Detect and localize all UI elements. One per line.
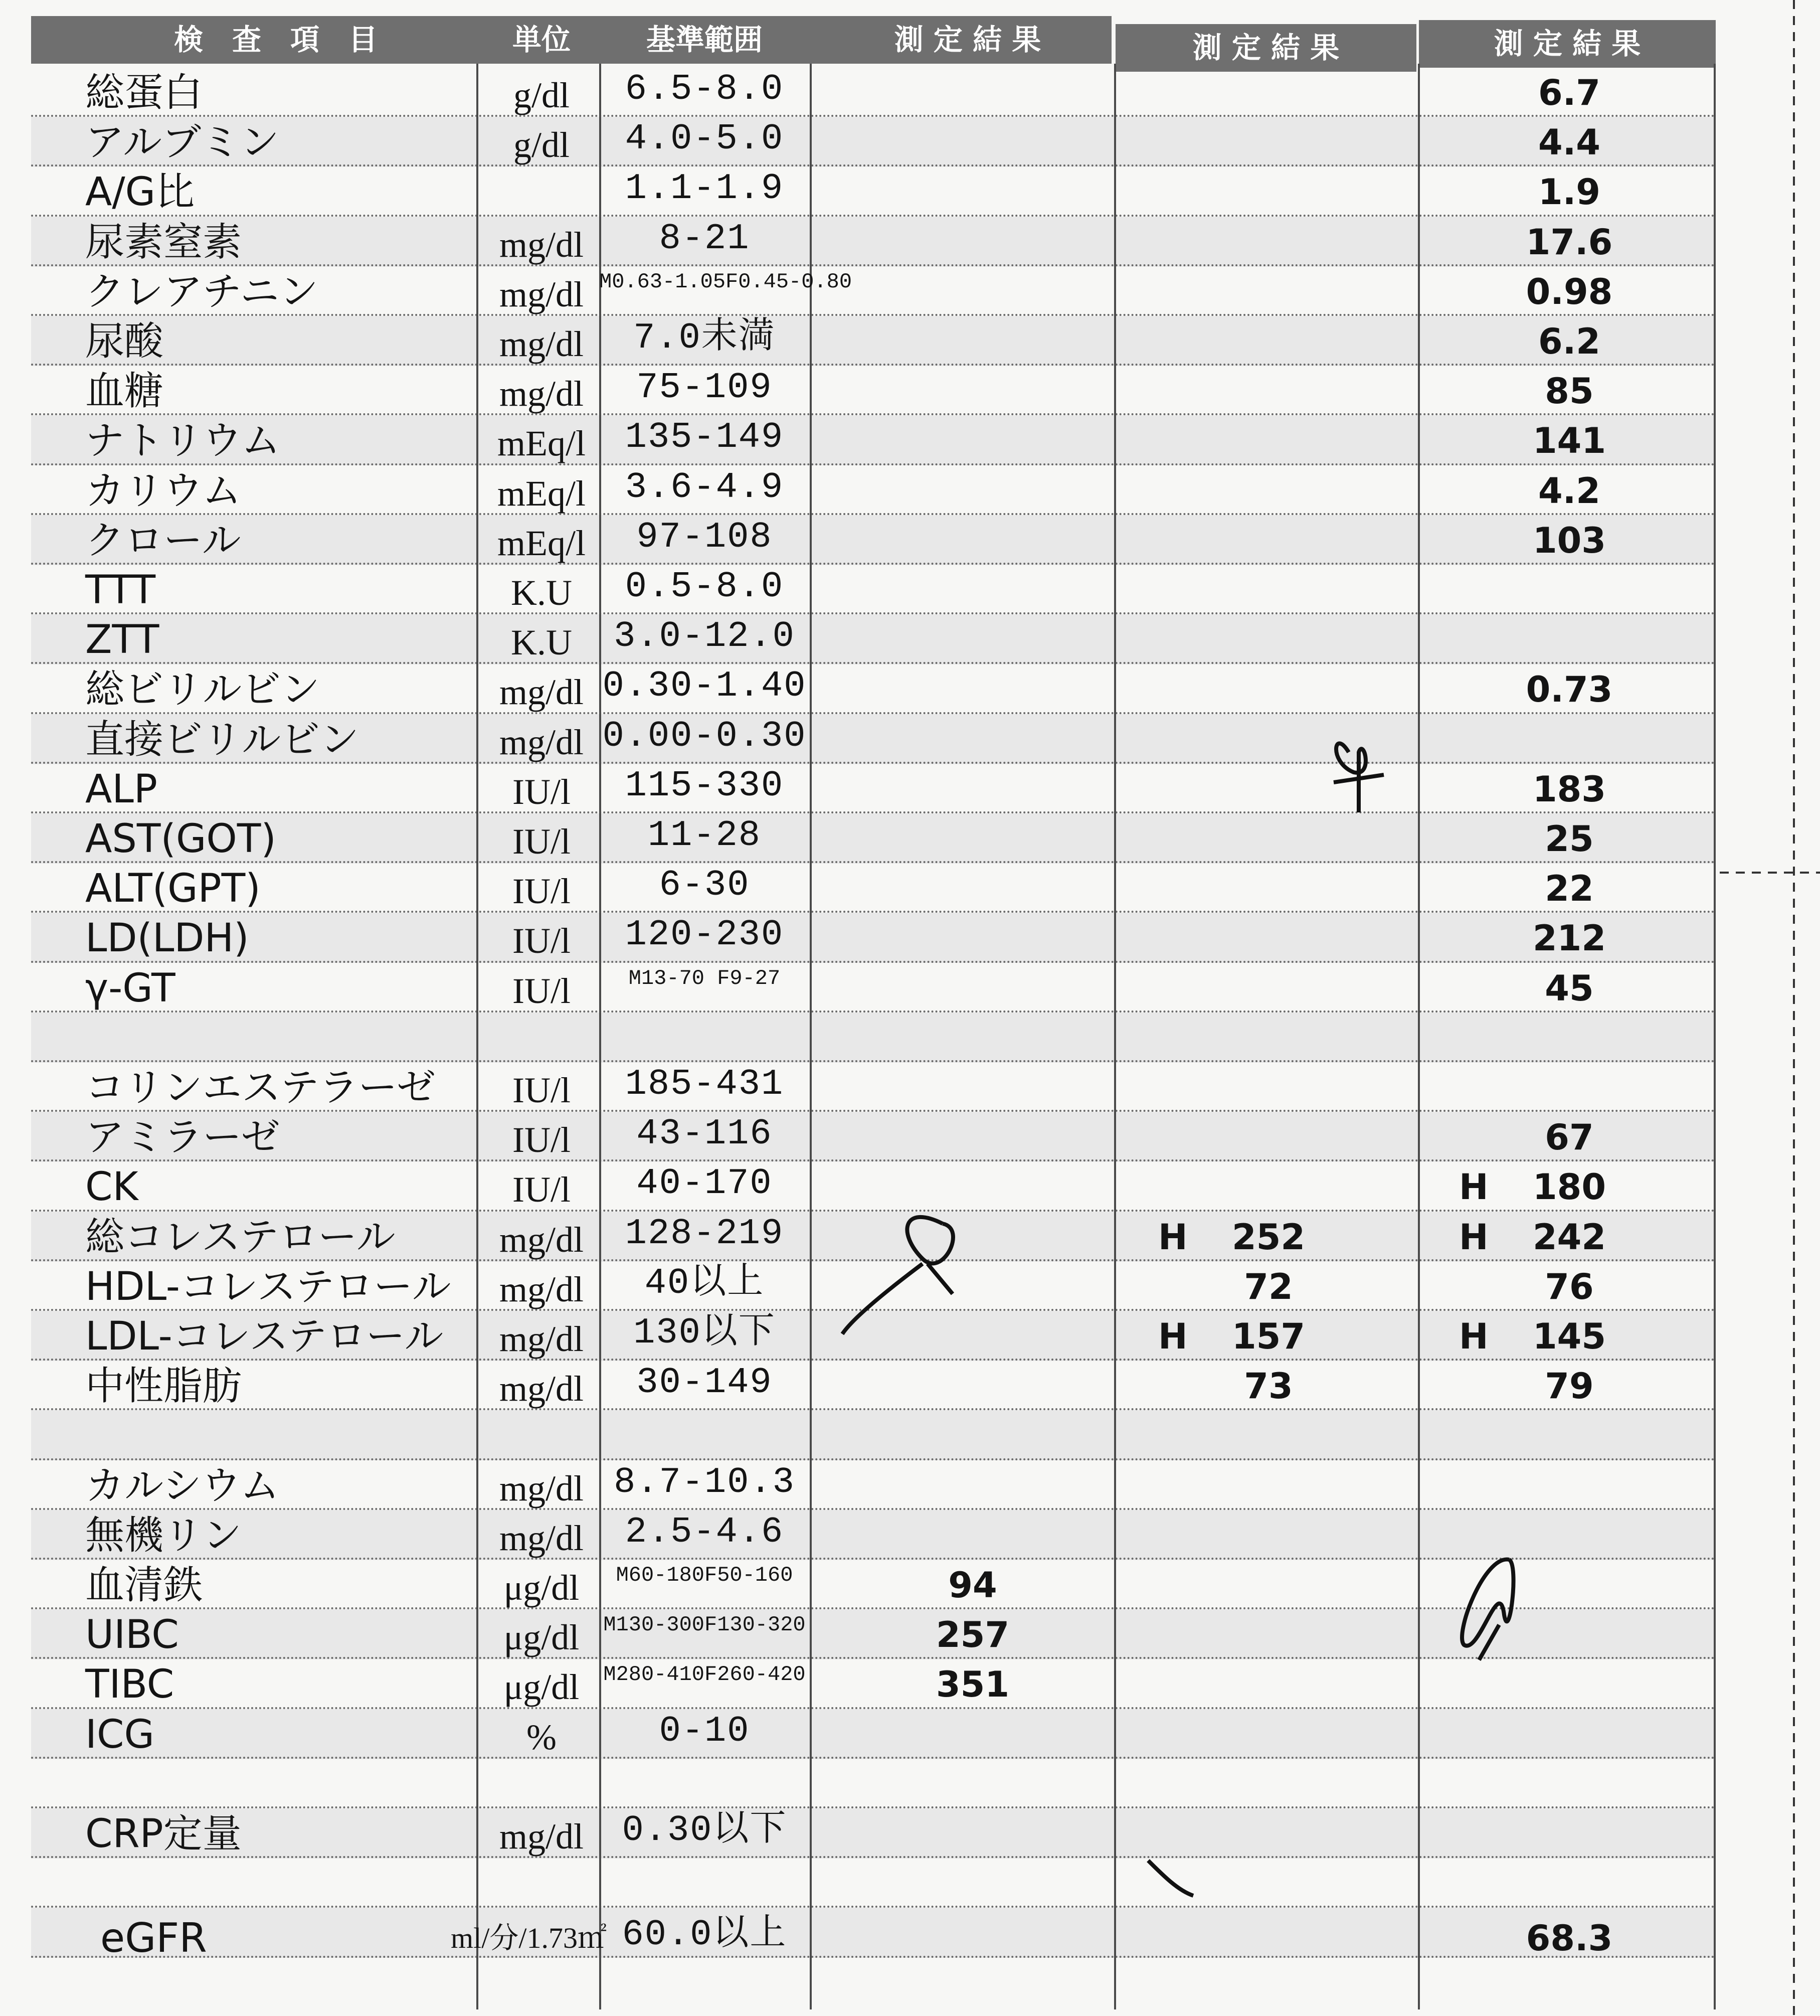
item-name: 中性脂肪 <box>85 1364 242 1409</box>
result-value: 0.98 <box>1526 271 1613 312</box>
item-name: 直接ビリルビン <box>85 717 359 762</box>
item-range: 120-230 <box>625 914 784 956</box>
item-name: LDL-コレステロール <box>85 1314 444 1359</box>
item-unit: μg/dl <box>503 1667 580 1708</box>
item-range: 7.0未満 <box>633 317 776 359</box>
item-range: 115-330 <box>625 765 784 806</box>
item-unit: K.U <box>511 622 572 663</box>
item-name: 尿酸 <box>85 319 164 364</box>
result-value: 212 <box>1532 918 1606 959</box>
high-flag: H <box>1158 1316 1188 1357</box>
result-value: 17.6 <box>1526 221 1613 263</box>
item-unit: IU/l <box>512 871 571 912</box>
item-range: 0-10 <box>659 1710 750 1752</box>
item-range: 40-170 <box>636 1163 773 1205</box>
high-flag: H <box>1459 1216 1489 1258</box>
pen-mark <box>1148 1861 1193 1896</box>
header-unit: 単位 <box>512 23 571 57</box>
pen-mark <box>842 1217 953 1334</box>
item-unit: mg/dl <box>499 1219 584 1260</box>
result-1: 351 <box>936 1664 1010 1706</box>
item-range: 2.5-4.6 <box>625 1511 784 1553</box>
result-value: 0.73 <box>1526 669 1613 711</box>
header-result-1: 測 定 結 果 <box>894 23 1041 57</box>
item-name: γ-GT <box>85 965 175 1011</box>
item-unit: mEq/l <box>497 423 586 464</box>
item-name: カルシウム <box>85 1463 280 1508</box>
item-unit: mg/dl <box>499 274 584 314</box>
item-range: 97-108 <box>636 516 773 558</box>
item-range: 185-431 <box>625 1064 784 1105</box>
item-unit: ml/分/1.73㎡ <box>451 1922 607 1954</box>
item-unit: μg/dl <box>503 1617 580 1658</box>
item-unit: mg/dl <box>499 1369 584 1409</box>
result-value: 103 <box>1532 520 1606 561</box>
item-range: 8-21 <box>659 218 750 259</box>
item-name: HDL-コレステロール <box>85 1264 451 1309</box>
item-name: コリンエステラーゼ <box>85 1065 436 1110</box>
header-range: 基準範囲 <box>646 23 763 57</box>
item-name: 総蛋白 <box>85 70 203 115</box>
result-value: 79 <box>1545 1366 1594 1407</box>
item-unit: K.U <box>511 573 572 613</box>
item-range: 43-116 <box>636 1113 773 1155</box>
result-value: 6.2 <box>1538 321 1600 362</box>
header-result-3: 測 定 結 果 <box>1494 27 1641 61</box>
item-name: LD(LDH) <box>85 916 249 961</box>
pen-mark <box>1462 1560 1514 1660</box>
item-name: アミラーゼ <box>85 1115 280 1160</box>
item-unit: g/dl <box>513 125 570 165</box>
result-value: 1.9 <box>1538 172 1600 213</box>
item-unit: IU/l <box>512 821 571 862</box>
item-name: A/G比 <box>85 170 195 215</box>
result-value: 252 <box>1231 1216 1306 1258</box>
item-unit: mg/dl <box>499 374 584 414</box>
item-name: CK <box>85 1164 138 1210</box>
item-name: アルブミン <box>85 120 279 165</box>
item-unit: mg/dl <box>499 1518 584 1558</box>
high-flag: H <box>1158 1216 1188 1258</box>
item-unit: mg/dl <box>499 672 584 713</box>
item-name: ICG <box>85 1712 154 1757</box>
item-name: クロール <box>85 518 241 563</box>
item-range: 6-30 <box>659 865 750 906</box>
result-value: 45 <box>1545 967 1594 1009</box>
item-range: 0.30-1.40 <box>602 665 807 707</box>
item-unit: mg/dl <box>499 722 584 762</box>
item-name: 無機リン <box>85 1513 242 1558</box>
item-name: 総コレステロール <box>85 1214 396 1260</box>
item-name: クレアチニン <box>85 269 318 314</box>
item-unit: mg/dl <box>499 224 584 265</box>
result-value: 180 <box>1532 1166 1606 1208</box>
header-item: 検 査 項 目 <box>173 23 378 57</box>
item-unit: mg/dl <box>499 1269 584 1309</box>
item-range: 8.7-10.3 <box>614 1461 795 1503</box>
item-name: 尿素窒素 <box>85 219 242 265</box>
result-value: 145 <box>1532 1316 1606 1357</box>
item-unit: IU/l <box>512 921 571 961</box>
item-unit: mEq/l <box>497 473 586 514</box>
result-value: 4.2 <box>1538 470 1600 512</box>
item-unit: mg/dl <box>499 1816 584 1857</box>
item-range: M60-180F50-160 <box>616 1563 793 1587</box>
item-range: 135-149 <box>625 417 784 458</box>
item-range: 0.5-8.0 <box>625 566 784 607</box>
item-unit: IU/l <box>512 970 571 1011</box>
item-range: 128-219 <box>625 1213 784 1254</box>
result-value: 72 <box>1244 1266 1293 1307</box>
item-range: 30-149 <box>636 1362 773 1404</box>
item-range: 75-109 <box>636 367 773 409</box>
item-range: 6.5-8.0 <box>625 69 784 110</box>
item-range: 60.0以上 <box>622 1914 787 1955</box>
item-name: TTT <box>85 568 156 613</box>
item-unit: g/dl <box>513 75 570 115</box>
high-flag: H <box>1459 1166 1489 1208</box>
item-unit: % <box>526 1717 557 1757</box>
item-name: 血清鉄 <box>85 1563 203 1608</box>
item-unit: μg/dl <box>503 1568 580 1608</box>
item-name: ナトリウム <box>85 418 281 464</box>
pen-mark <box>1334 743 1384 812</box>
item-name: eGFR <box>100 1915 207 1961</box>
item-range: 0.30以下 <box>622 1810 787 1851</box>
result-value: 73 <box>1244 1366 1293 1407</box>
result-value: 67 <box>1545 1117 1594 1158</box>
result-value: 141 <box>1532 420 1606 462</box>
item-name: 血糖 <box>85 369 164 414</box>
item-name: ALT(GPT) <box>85 866 261 912</box>
result-value: 6.7 <box>1538 72 1600 113</box>
item-name: UIBC <box>85 1612 179 1658</box>
item-range: 40以上 <box>644 1262 765 1304</box>
item-range: 4.0-5.0 <box>625 118 784 160</box>
item-range: M280-410F260-420 <box>603 1662 806 1687</box>
item-name: 総ビリルビン <box>85 667 320 713</box>
result-value: 85 <box>1545 371 1594 412</box>
item-unit: IU/l <box>512 1120 571 1160</box>
item-unit: IU/l <box>512 1070 571 1110</box>
item-range: M13-70 F9-27 <box>628 966 781 990</box>
result-value: 25 <box>1545 818 1594 860</box>
item-unit: mg/dl <box>499 1468 584 1508</box>
item-name: AST(GOT) <box>85 816 276 862</box>
result-value: 76 <box>1545 1266 1594 1307</box>
item-unit: IU/l <box>512 1169 571 1210</box>
result-3: 68.3 <box>1526 1918 1613 1959</box>
item-name: ZTT <box>85 617 159 663</box>
result-value: 22 <box>1545 868 1594 910</box>
result-value: 157 <box>1231 1316 1306 1357</box>
item-range: 130以下 <box>633 1312 776 1354</box>
item-unit: mg/dl <box>499 1319 584 1359</box>
item-name: CRP定量 <box>85 1811 242 1857</box>
item-range: 0.00-0.30 <box>602 715 807 757</box>
item-range: 3.0-12.0 <box>614 616 795 657</box>
result-1: 94 <box>948 1565 997 1606</box>
result-value: 183 <box>1532 768 1606 810</box>
result-value: 242 <box>1532 1216 1606 1258</box>
item-name: ALP <box>85 766 157 812</box>
item-range: 11-28 <box>647 815 762 856</box>
result-1: 257 <box>936 1614 1010 1656</box>
item-range: M130-300F130-320 <box>603 1613 806 1637</box>
item-name: TIBC <box>85 1662 174 1708</box>
item-unit: IU/l <box>512 771 571 812</box>
item-name: カリウム <box>85 468 242 514</box>
item-range: M0.63-1.05F0.45-0.80 <box>599 269 852 294</box>
result-value: 4.4 <box>1538 122 1600 163</box>
item-unit: mg/dl <box>499 324 584 364</box>
high-flag: H <box>1459 1316 1489 1357</box>
item-range: 1.1-1.9 <box>625 168 784 210</box>
header-result-2: 測 定 結 果 <box>1192 31 1340 65</box>
item-range: 3.6-4.9 <box>625 466 784 508</box>
item-unit: mEq/l <box>497 523 586 563</box>
